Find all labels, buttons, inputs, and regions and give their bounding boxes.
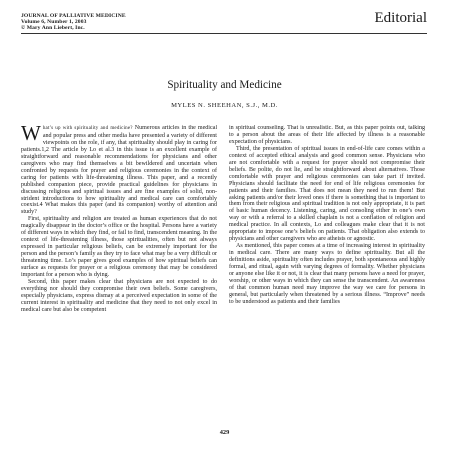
paragraph: Second, this paper makes clear that physicians are not expected to do everything nor should they compromise their own beliefs. Some caregivers, especially physicians, express dismay at a perceived expectation in some of the current interest in spirituality and medicine that they need to not only excel in medical care but also be competent bbox=[21, 278, 217, 313]
paragraph: First, spirituality and religion are treated as human experiences that do not magically disappear in the doctor’s office or the hospital. Persons have a variety of different ways in which they find, or fail to find, transcendent meaning. In the context of life-threatening illness, those spiritualities, often but not always expressed in particular religious beliefs, can be extremely important for the person and the person’s family as they try to face what may be a very difficult or threatening time. Lo’s paper gives good examples of how spiritual beliefs can surface as requests for prayer or a religious ceremony that may be considered important for a person who is dying. bbox=[21, 216, 217, 279]
paragraph-text: Numerous articles in the medical and popular press and other media have presented a variety of different viewpoints on the role, if any, that spirituality should play in caring for patients.1,2 The article by Lo et al.3 in this issue is an excellent example of straightforward and reasonable recommendations for physicians and other caregivers who may find themselves a bit bewildered and uncertain when confronted by requests for prayer and religious ceremonies in the context of caring for patients with life-threatening illness. This paper, and a recently published companion piece, provide practical guidelines for physicians in discussing religious and spiritual issues and are fine examples of solid, non-strident introductions to how spirituality and medical care can comfortably coexist.4 What makes this paper (and its companion) worthy of attention and study? bbox=[21, 125, 217, 216]
article-author: MYLES N. SHEEHAN, S.J., M.D. bbox=[171, 102, 278, 109]
section-heading: Editorial bbox=[374, 10, 427, 26]
lead-in: hat’s up with spirituality and medicine? bbox=[42, 126, 133, 131]
left-column bbox=[21, 125, 217, 427]
page-number: 429 bbox=[219, 429, 230, 436]
journal-volume: Volume 6, Number 1, 2003 bbox=[21, 19, 87, 26]
drop-cap: W bbox=[21, 125, 41, 145]
paragraph bbox=[21, 125, 217, 216]
paragraph: As mentioned, this paper comes at a time of increasing interest in spirituality in medical care. There are many ways to define spirituality. But all the definitions aside, spirituality often includes prayer, both spontaneous and highly formal, and ritual, again with varying degrees of formality. Whether physicians or anyone else like it or not, it is clear that many persons have a need for prayer, worship, or other ways in which they can sense the transcendent. An awareness of that common human need may improve the way we care for persons in general, but particularly when threatened by a serious illness. “Improve” needs to be understood as patients and their families bbox=[229, 243, 425, 305]
article-title: Spirituality and Medicine bbox=[167, 79, 282, 91]
journal-info bbox=[21, 13, 201, 32]
paragraph: Third, the presentation of spiritual issues in end-of-life care comes within a context of accepted ethical analysis and good common sense. Physicians who are not comfortable with a request for prayer should not compromise their beliefs. Be polite, do not lie, and be straightforward about alternatives. Those comfortable with prayer and religious ceremonies can take part if invited. Physicians should facilitate the need for end of life religious ceremonies for patients and their families. That does not mean they need to run them! But asking patients and/or their loved ones if there is something that is important to them from their religious and spiritual tradition is not only appropriate, it is part of basic human decency. Listening, caring, and consoling either in one’s own way or with a referral to a skilled chaplain is not a conflation of religion and medical practice. In all contexts, Lo and colleagues make clear that it is not appropriate to impose one’s beliefs on patients. That obligation also extends to physicians and other caregivers who are atheists or agnostic. bbox=[229, 145, 425, 243]
journal-name: JOURNAL OF PALLIATIVE MEDICINE bbox=[21, 13, 126, 19]
journal-copyright: © Mary Ann Liebert, Inc. bbox=[21, 25, 85, 32]
right-column bbox=[229, 125, 425, 427]
header-rule bbox=[21, 33, 427, 34]
paragraph: in spiritual counseling. That is unrealistic. But, as this paper points out, talking to a person about the areas of their life affected by illness is a reasonable expectation of physicians. bbox=[229, 125, 425, 145]
